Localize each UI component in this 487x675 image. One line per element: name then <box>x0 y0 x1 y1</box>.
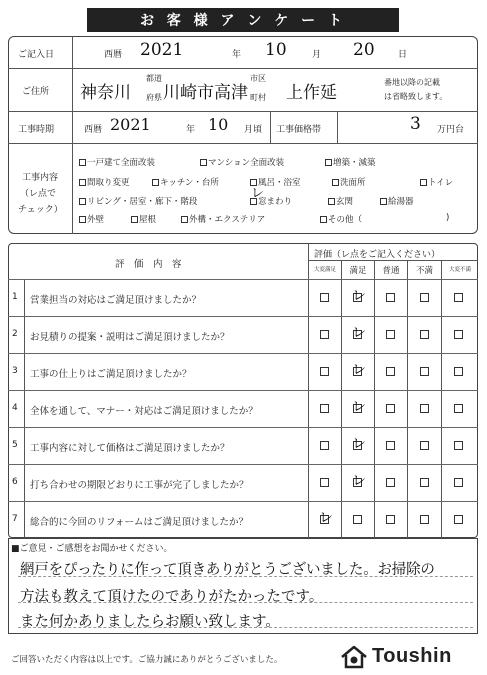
rating-checkbox[interactable] <box>420 404 429 413</box>
rating-checkbox[interactable] <box>320 478 329 487</box>
comment-line-2: 方法も教えて頂けたのでありがたかったです。 <box>20 589 324 605</box>
address-label: ご住所 <box>22 87 50 97</box>
address-pref-unit-bottom: 府県 <box>146 93 162 102</box>
date-month-unit: 月 <box>312 50 322 60</box>
rating-checkbox[interactable] <box>454 478 463 487</box>
option-label: トイレ <box>428 178 454 188</box>
date-day-unit: 日 <box>398 50 408 60</box>
checkbox[interactable] <box>181 216 188 223</box>
checkbox[interactable] <box>328 198 335 205</box>
content-label-2: （レ点で <box>20 189 57 199</box>
option-water-heater[interactable] <box>380 195 414 207</box>
rating-checkbox[interactable] <box>454 441 463 450</box>
question-text: お見積りの提案・説明はご満足頂けましたか？ <box>30 332 230 343</box>
content-label-1: 工事内容 <box>22 173 59 183</box>
checkmark-icon: レ <box>352 325 366 341</box>
option-exterior[interactable] <box>181 213 265 225</box>
question-text: 総合的に今回のリフォームはご満足頂けましたか？ <box>30 517 249 528</box>
date-era: 西暦 <box>104 50 123 60</box>
question-number: 5 <box>12 440 18 450</box>
option-other-close: ) <box>446 213 450 223</box>
option-washroom[interactable] <box>332 176 366 188</box>
option-label: 一戸建て全面改装 <box>87 158 156 168</box>
toushin-logo-icon <box>340 645 368 669</box>
question-number: 3 <box>12 366 18 376</box>
checkmark-icon: レ <box>251 186 265 201</box>
price-label: 工事価格帯 <box>276 125 322 135</box>
date-label: ご記入日 <box>18 50 55 60</box>
price-unit: 万円台 <box>437 125 465 135</box>
rating-checkbox[interactable] <box>353 515 362 524</box>
scale-normal: 普通 <box>382 266 400 276</box>
checkmark-icon: レ <box>352 288 366 304</box>
option-label: 玄関 <box>336 197 354 207</box>
checkbox[interactable] <box>131 216 138 223</box>
option-label: 増築・減築 <box>333 158 376 168</box>
period-year-value: 2021 <box>110 115 151 134</box>
checkbox[interactable] <box>79 179 86 186</box>
option-kitchen[interactable] <box>152 176 219 188</box>
checkbox[interactable] <box>380 198 387 205</box>
comment-label: ■ご意見・ご感想をお聞かせください。 <box>11 544 173 554</box>
option-label: キッチン・台所 <box>160 178 219 188</box>
option-label: 外構・エクステリア <box>189 215 266 225</box>
option-entrance[interactable] <box>328 195 353 207</box>
question-number: 2 <box>12 329 18 339</box>
rating-checkbox[interactable] <box>420 330 429 339</box>
question-number: 6 <box>12 477 18 487</box>
checkbox[interactable] <box>420 179 427 186</box>
rating-checkbox[interactable] <box>454 293 463 302</box>
address-pref-unit-top: 都道 <box>146 74 162 83</box>
option-label: 外壁 <box>87 215 105 225</box>
question-text: 打ち合わせの期限どおりに工事が完了しましたか？ <box>30 480 249 491</box>
question-text: 営業担当の対応はご満足頂けましたか？ <box>30 295 202 306</box>
checkbox[interactable] <box>250 179 257 186</box>
address-city-value: 川崎市高津 <box>163 83 248 103</box>
rating-checkbox[interactable] <box>454 367 463 376</box>
checkbox[interactable] <box>79 198 86 205</box>
checkmark-icon: レ <box>352 399 366 415</box>
checkbox[interactable] <box>200 159 207 166</box>
date-year-unit: 年 <box>232 50 242 60</box>
period-month-unit: 月頃 <box>244 125 263 135</box>
question-number: 4 <box>12 403 18 413</box>
option-label: 洗面所 <box>340 178 366 188</box>
rating-checkbox[interactable] <box>386 330 395 339</box>
option-label: 風呂・浴室 <box>258 178 301 188</box>
checkmark-icon: レ <box>352 473 366 489</box>
comment-line-1: 網戸をぴったりに作って頂きありがとうございました。お掃除の <box>20 562 435 578</box>
scale-dissatisfied: 不満 <box>415 266 433 276</box>
rating-checkbox[interactable] <box>320 293 329 302</box>
price-value: 3 <box>410 114 421 134</box>
date-month-value: 10 <box>265 40 287 60</box>
checkbox[interactable] <box>320 216 327 223</box>
option-layout-change[interactable] <box>79 176 130 188</box>
rating-checkbox[interactable] <box>420 293 429 302</box>
rating-checkbox[interactable] <box>454 515 463 524</box>
rating-checkbox[interactable] <box>386 367 395 376</box>
option-label: その他（ <box>328 215 363 225</box>
scale-very-satisfied: 大変満足 <box>313 267 336 273</box>
option-label: 給湯器 <box>388 197 414 207</box>
checkbox[interactable] <box>325 159 332 166</box>
date-year-value: 2021 <box>140 40 184 60</box>
date-day-value: 20 <box>353 40 375 60</box>
rating-checkbox[interactable] <box>454 330 463 339</box>
address-prefecture-value: 神奈川 <box>80 83 131 103</box>
question-number: 7 <box>12 514 18 524</box>
eval-header-content: 評 価 内 容 <box>115 259 182 270</box>
option-mansion[interactable] <box>200 156 284 168</box>
address-city-unit-bottom: 町村 <box>250 93 266 102</box>
rating-checkbox[interactable] <box>320 330 329 339</box>
checkbox[interactable] <box>79 159 86 166</box>
checkmark-icon: レ <box>319 510 333 526</box>
question-text: 工事の仕上りはご満足頂けましたか？ <box>30 369 192 380</box>
checkbox[interactable] <box>79 216 86 223</box>
question-number: 1 <box>12 292 18 302</box>
eval-header-rating: 評価（レ点をご記入ください） <box>314 250 441 260</box>
period-era: 西暦 <box>84 125 103 135</box>
option-label: リビング・居室・廊下・階段 <box>87 197 198 207</box>
footer-text: ご回答いただく内容は以上です。ご協力誠にありがとうございました。 <box>11 655 283 665</box>
rating-checkbox[interactable] <box>420 478 429 487</box>
option-other[interactable] <box>320 213 362 225</box>
checkbox[interactable] <box>332 179 339 186</box>
checkmark-icon: レ <box>352 436 366 452</box>
period-month-value: 10 <box>208 115 229 134</box>
rating-checkbox[interactable] <box>386 478 395 487</box>
rating-checkbox[interactable] <box>420 515 429 524</box>
rating-checkbox[interactable] <box>420 367 429 376</box>
period-year-unit: 年 <box>186 125 196 135</box>
rating-checkbox[interactable] <box>386 441 395 450</box>
rating-checkbox[interactable] <box>420 441 429 450</box>
option-extension[interactable] <box>325 156 376 168</box>
scale-satisfied: 満足 <box>349 266 367 276</box>
checkbox[interactable] <box>152 179 159 186</box>
option-living[interactable] <box>79 195 197 207</box>
option-label: マンション全面改装 <box>208 158 285 168</box>
option-label: 窓まわり <box>258 197 293 207</box>
scale-very-dissatisfied: 大変不満 <box>448 267 471 273</box>
option-exterior-wall[interactable] <box>79 213 104 225</box>
option-detached-house[interactable] <box>79 156 155 168</box>
option-label: 間取り変更 <box>87 178 130 188</box>
rating-checkbox[interactable] <box>386 404 395 413</box>
address-city-unit-top: 市区 <box>250 74 266 83</box>
period-label: 工事時期 <box>18 125 55 135</box>
option-label: 屋根 <box>139 215 157 225</box>
rating-checkbox[interactable] <box>320 367 329 376</box>
page-title: お 客 様 ア ン ケ ー ト <box>87 8 399 32</box>
brand-name: Toushin <box>372 645 452 667</box>
option-roof[interactable] <box>131 213 156 225</box>
checkmark-icon: レ <box>352 362 366 378</box>
question-text: 全体を通して、マナー・対応はご満足頂けましたか？ <box>30 406 258 417</box>
question-text: 工事内容に対して価格はご満足頂けましたか？ <box>30 443 230 454</box>
rating-checkbox[interactable] <box>320 441 329 450</box>
option-toilet[interactable] <box>420 176 453 188</box>
rating-checkbox[interactable] <box>386 515 395 524</box>
rating-checkbox[interactable] <box>320 404 329 413</box>
address-note-1: 番地以降の記載 <box>384 78 440 87</box>
address-note-2: は省略致します。 <box>384 92 448 101</box>
content-label-3: チェック） <box>18 205 63 215</box>
rating-checkbox[interactable] <box>454 404 463 413</box>
comment-line-3: また何かありましたらお願い致します。 <box>20 614 280 630</box>
rating-checkbox[interactable] <box>386 293 395 302</box>
address-town-value: 上作延 <box>286 83 337 103</box>
